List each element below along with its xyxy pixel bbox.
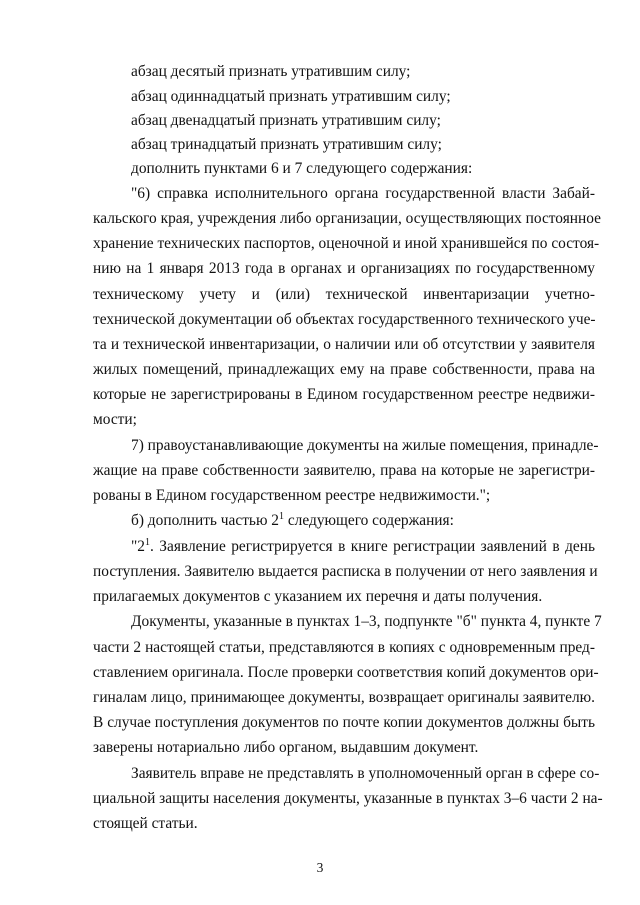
- text-line: нию на 1 января 2013 года в органах и организациях по государственному: [93, 260, 595, 277]
- text-line: техническому учету и (или) технической инвентаризации учетно-: [93, 286, 595, 303]
- text-line: абзац тринадцатый признать утратившим силу;: [131, 136, 442, 153]
- text-line: заверены нотариально либо органом, выдавшим документ.: [93, 739, 479, 756]
- text-line: 7) правоустанавливающие документы на жилые помещения, принадле-: [131, 437, 599, 454]
- text-line: В случае поступления документов по почте копии документов должны быть: [93, 714, 595, 731]
- superscript: 1: [144, 537, 150, 548]
- text-line: абзац одиннадцатый признать утратившим силу;: [131, 88, 451, 105]
- text-line: циальной защиты населения документы, указанные в пунктах 3–6 части 2 на-: [93, 790, 603, 807]
- text-line: "6) справка исполнительного органа государственной власти Забай-: [131, 185, 595, 202]
- text-line: б) дополнить частью $2^1$ следующего содержания:: [131, 511, 454, 529]
- text-line: части 2 настоящей статьи, представляются в копиях с одновременным пред-: [93, 639, 595, 656]
- text-line: которые не зарегистрированы в Едином государственном реестре недвижи-: [93, 386, 595, 403]
- text-line: абзац десятый признать утратившим силу;: [131, 63, 411, 80]
- text-line: жилых помещений, принадлежащих ему на праве собственности, права на: [93, 361, 595, 378]
- text-line: технической документации об объектах государственного технического уче-: [93, 311, 596, 328]
- text-line: рованы в Едином государственном реестре недвижимости.";: [93, 487, 491, 504]
- text-line: Документы, указанные в пунктах 1–3, подпункте "б" пункта 4, пункте 7: [131, 613, 602, 630]
- text-line: Заявитель вправе не представлять в уполномоченный орган в сфере со-: [131, 765, 600, 782]
- text-line: кальского края, учреждения либо организации, осуществляющих постоянное: [93, 210, 601, 227]
- text-line: "$2^1$. Заявление регистрируется в книге регистрации заявлений в день: [131, 537, 595, 555]
- superscript: 1: [279, 511, 284, 522]
- text-line: гиналам лицо, принимающее документы, возвращает оригиналы заявителю.: [93, 689, 595, 706]
- text-line: абзац двенадцатый признать утратившим силу;: [131, 112, 441, 129]
- text-line: стоящей статьи.: [93, 815, 198, 832]
- text-line: жащие на праве собственности заявителю, права на которые не зарегистри-: [93, 462, 595, 479]
- text-line: ставлением оригинала. После проверки соответствия копий документов ори-: [93, 664, 599, 681]
- text-line: поступления. Заявителю выдается расписка в получении от него заявления и: [93, 563, 598, 580]
- text-line: хранение технических паспортов, оценочной и иной хранившейся по состоя-: [93, 235, 600, 252]
- text-line: прилагаемых документов с указанием их перечня и даты получения.: [93, 588, 543, 605]
- text-line: та и технической инвентаризации, о наличии или об отсутствии у заявителя: [93, 336, 595, 353]
- text-line: мости;: [93, 411, 137, 428]
- page-number: 3: [316, 860, 324, 875]
- text-line: дополнить пунктами 6 и 7 следующего содержания:: [131, 160, 473, 177]
